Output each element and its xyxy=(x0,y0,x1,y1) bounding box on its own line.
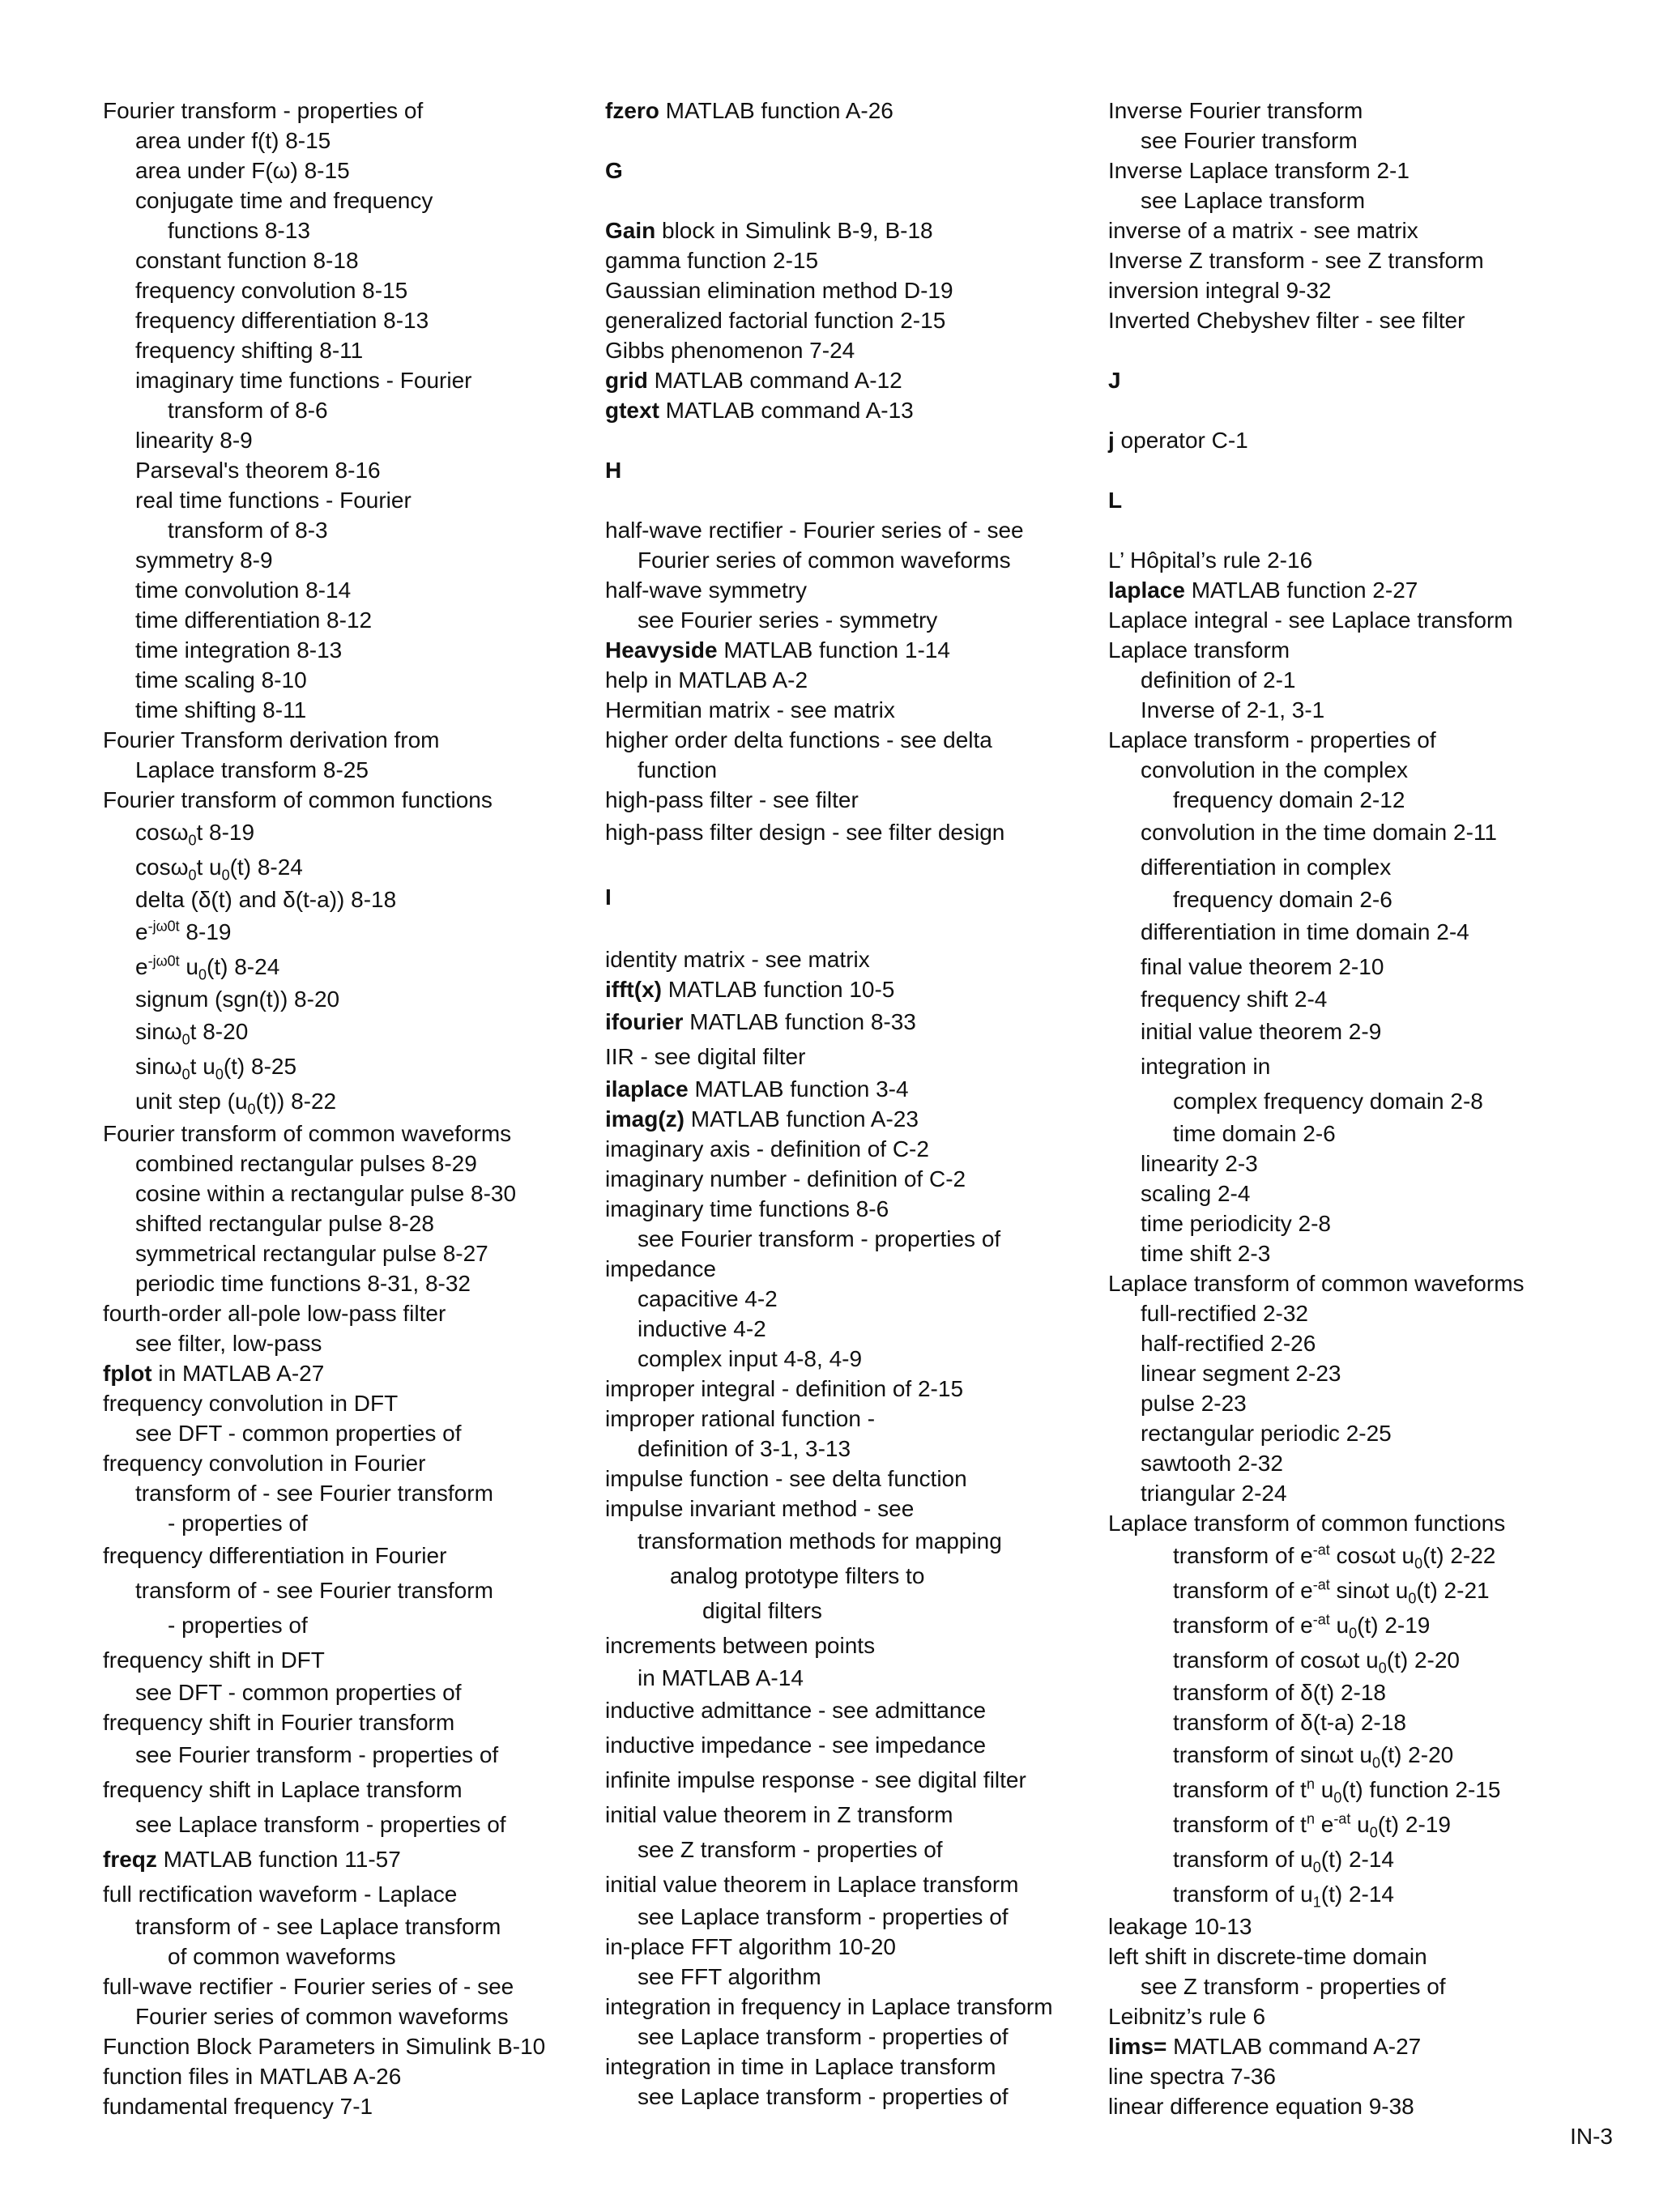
index-entry: Fourier transform of common waveforms xyxy=(103,1121,512,1146)
index-entry: inversion integral 9-32 xyxy=(1108,278,1332,303)
index-entry: see Z transform - properties of xyxy=(638,1837,943,1862)
index-entry: shifted rectangular pulse 8-28 xyxy=(135,1211,434,1236)
index-entry: fzero MATLAB function A-26 xyxy=(605,98,893,123)
index-entry: time scaling 8-10 xyxy=(135,667,307,693)
index-entry: time periodicity 2-8 xyxy=(1141,1211,1331,1236)
index-entry: ilaplace MATLAB function 3-4 xyxy=(605,1076,909,1102)
index-entry: linearity 2-3 xyxy=(1141,1151,1258,1176)
index-entry: impedance xyxy=(605,1256,716,1281)
index-entry: $e^{-j\omega 0t}$ 8-19 xyxy=(135,918,232,944)
index-entry: generalized factorial function 2-15 xyxy=(605,308,946,333)
index-entry: Function Block Parameters in Simulink B-10 xyxy=(103,2034,546,2059)
index-entry: Laplace transform of common functions xyxy=(1108,1511,1506,1536)
index-entry: rectangular periodic 2-25 xyxy=(1141,1421,1392,1446)
index-entry: inverse of a matrix - see matrix xyxy=(1108,218,1418,243)
index-entry: see Laplace transform - properties of xyxy=(638,1904,1009,1929)
index-entry: frequency domain 2-6 xyxy=(1173,887,1392,912)
index-entry: unit step $(u_0(t))$ 8-22 xyxy=(135,1089,337,1118)
index-entry: function xyxy=(638,757,718,782)
index-entry: of common waveforms xyxy=(168,1944,396,1969)
index-entry: time shifting 8-11 xyxy=(135,697,307,722)
index-entry: improper rational function - xyxy=(605,1406,876,1431)
index-entry: cosine within a rectangular pulse 8-30 xyxy=(135,1181,517,1206)
index-entry: initial value theorem 2-9 xyxy=(1141,1019,1382,1044)
index-entry: see FFT algorithm xyxy=(638,1964,821,1989)
index-entry: transform of δ(t) 2-18 xyxy=(1173,1680,1386,1705)
index-entry: Hermitian matrix - see matrix xyxy=(605,697,895,722)
index-entry: initial value theorem in Z transform xyxy=(605,1802,953,1827)
index-entry: transform of $e^{-at}$ cosωt $u_0(t)$ 2-22 xyxy=(1173,1541,1496,1572)
index-entry: frequency differentiation 8-13 xyxy=(135,308,429,333)
spacer xyxy=(1108,455,1610,485)
index-entry: transform of - see Fourier transform xyxy=(135,1578,493,1603)
index-entry: improper integral - definition of 2-15 xyxy=(605,1376,964,1401)
index-entry: Fourier Transform derivation from xyxy=(103,727,440,752)
index-entry: differentiation in complex xyxy=(1141,855,1392,880)
index-entry: signum (sgn(t)) 8-20 xyxy=(135,987,340,1012)
index-entry: Gaussian elimination method D-19 xyxy=(605,278,953,303)
index-entry: time domain 2-6 xyxy=(1173,1121,1336,1146)
index-entry: frequency domain 2-12 xyxy=(1173,787,1405,812)
index-entry: area under f(t) 8-15 xyxy=(135,128,331,153)
index-entry: convolution in the time domain 2-11 xyxy=(1141,820,1497,845)
index-entry: time convolution 8-14 xyxy=(135,578,352,603)
index-entry: frequency shift in Fourier transform xyxy=(103,1710,455,1735)
index-entry: linear segment 2-23 xyxy=(1141,1361,1341,1386)
index-entry: initial value theorem in Laplace transform xyxy=(605,1872,1019,1897)
index-entry: left shift in discrete-time domain xyxy=(1108,1944,1427,1969)
index-entry: half-wave symmetry xyxy=(605,578,807,603)
index-entry: Laplace transform xyxy=(1108,637,1290,663)
index-entry: Parseval's theorem 8-16 xyxy=(135,458,381,483)
index-entry: ifft(x) MATLAB function 10-5 xyxy=(605,977,895,1002)
index-entry: frequency shift in DFT xyxy=(103,1647,325,1673)
index-entry: Gain block in Simulink B-9, B-18 xyxy=(605,218,933,243)
index-entry: integration in xyxy=(1141,1054,1271,1079)
index-entry: see Fourier transform - properties of xyxy=(638,1226,1001,1251)
index-entry: linearity 8-9 xyxy=(135,428,253,453)
index-entry: symmetry 8-9 xyxy=(135,548,273,573)
index-entry: cosω$_0$t $u_0(t)$ 8-24 xyxy=(135,855,303,884)
spacer xyxy=(605,485,1107,515)
index-entry: help in MATLAB A-2 xyxy=(605,667,808,693)
index-entry: final value theorem 2-10 xyxy=(1141,954,1384,979)
index-entry: imaginary axis - definition of C-2 xyxy=(605,1136,929,1161)
section-letter: L xyxy=(1108,488,1123,513)
index-entry: differentiation in time domain 2-4 xyxy=(1141,919,1469,944)
index-entry: IIR - see digital filter xyxy=(605,1044,806,1069)
index-entry: see Laplace transform - properties of xyxy=(638,2024,1009,2049)
index-entry: fplot in MATLAB A-27 xyxy=(103,1361,325,1386)
index-entry: see Z transform - properties of xyxy=(1141,1974,1446,1999)
index-entry: impulse function - see delta function xyxy=(605,1466,967,1491)
index-entry: transform of $e^{-at}$ sinωt $u_0(t)$ 2-21 xyxy=(1173,1576,1490,1607)
index-entry: j operator C-1 xyxy=(1108,428,1248,453)
index-column-2 xyxy=(605,96,1107,2112)
index-entry: frequency convolution in Fourier xyxy=(103,1451,426,1476)
index-entry: Laplace integral - see Laplace transform xyxy=(1108,607,1513,633)
index-entry: time shift 2-3 xyxy=(1141,1241,1271,1266)
spacer xyxy=(1108,395,1610,425)
index-entry: see Laplace transform xyxy=(1141,188,1366,213)
index-entry: real time functions - Fourier xyxy=(135,488,412,513)
index-entry: frequency convolution 8-15 xyxy=(135,278,408,303)
index-entry: transform of 8-6 xyxy=(168,398,328,423)
index-entry: Laplace transform 8-25 xyxy=(135,757,369,782)
index-entry: conjugate time and frequency xyxy=(135,188,433,213)
index-entry: infinite impulse response - see digital filter xyxy=(605,1767,1026,1792)
index-entry: leakage 10-13 xyxy=(1108,1914,1252,1939)
index-entry: function files in MATLAB A-26 xyxy=(103,2064,402,2089)
index-entry: imaginary number - definition of C-2 xyxy=(605,1166,966,1191)
index-entry: transform of - see Laplace transform xyxy=(135,1914,501,1939)
index-entry: full-rectified 2-32 xyxy=(1141,1301,1308,1326)
index-entry: functions 8-13 xyxy=(168,218,310,243)
index-entry: Laplace transform - properties of xyxy=(1108,727,1436,752)
index-entry: frequency differentiation in Fourier xyxy=(103,1543,447,1568)
index-entry: periodic time functions 8-31, 8-32 xyxy=(135,1271,471,1296)
index-entry: cosω$_0$t 8-19 xyxy=(135,820,255,849)
section-letter: J xyxy=(1108,368,1121,393)
index-entry: see Laplace transform - properties of xyxy=(135,1812,506,1837)
index-entry: area under F(ω) 8-15 xyxy=(135,158,350,183)
index-entry: Inverse Z transform - see Z transform xyxy=(1108,248,1484,273)
index-entry: see Fourier transform xyxy=(1141,128,1358,153)
index-entry: Fourier series of common waveforms xyxy=(135,2004,509,2029)
spacer xyxy=(605,850,1107,880)
index-entry: capacitive 4-2 xyxy=(638,1286,778,1311)
index-entry: time differentiation 8-12 xyxy=(135,607,373,633)
index-entry: digital filters xyxy=(702,1598,822,1623)
index-entry: pulse 2-23 xyxy=(1141,1391,1247,1416)
index-entry: high-pass filter design - see filter design xyxy=(605,820,1005,845)
index-entry: sinω$_0$t $u_0(t)$ 8-25 xyxy=(135,1054,297,1083)
index-entry: constant function 8-18 xyxy=(135,248,359,273)
index-entry: delta (δ(t) and δ(t-a)) 8-18 xyxy=(135,887,397,912)
index-entry: Inverted Chebyshev filter - see filter xyxy=(1108,308,1465,333)
spacer xyxy=(1108,335,1610,365)
index-entry: combined rectangular pulses 8-29 xyxy=(135,1151,477,1176)
index-entry: imaginary time functions 8-6 xyxy=(605,1196,889,1221)
index-entry: half-rectified 2-26 xyxy=(1141,1331,1316,1356)
index-entry: transform of - see Fourier transform xyxy=(135,1481,493,1506)
index-entry: in MATLAB A-14 xyxy=(638,1665,804,1690)
index-entry: fundamental frequency 7-1 xyxy=(103,2094,373,2119)
page-number: IN-3 xyxy=(1570,2124,1613,2149)
index-entry: inductive impedance - see impedance xyxy=(605,1733,987,1758)
index-entry: in-place FFT algorithm 10-20 xyxy=(605,1934,896,1959)
index-entry: integration in time in Laplace transform xyxy=(605,2054,996,2079)
index-entry: half-wave rectifier - Fourier series of - see xyxy=(605,518,1024,543)
index-entry: see DFT - common properties of xyxy=(135,1421,462,1446)
index-entry: see Fourier series - symmetry xyxy=(638,607,938,633)
index-entry: see Laplace transform - properties of xyxy=(638,2084,1009,2109)
index-entry: transform of $t^n$ $u_0(t)$ function 2-15 xyxy=(1173,1775,1501,1806)
index-entry: transform of $u_1(t)$ 2-14 xyxy=(1173,1882,1394,1911)
index-entry: frequency convolution in DFT xyxy=(103,1391,399,1416)
index-entry: imaginary time functions - Fourier xyxy=(135,368,472,393)
index-entry: Laplace transform of common waveforms xyxy=(1108,1271,1525,1296)
index-entry: transform of $t^n$ $e^{-at}$ $u_0(t)$ 2-19 xyxy=(1173,1810,1451,1841)
index-entry: Inverse Laplace transform 2-1 xyxy=(1108,158,1410,183)
index-entry: full-wave rectifier - Fourier series of - see xyxy=(103,1974,514,1999)
index-entry: transform of $e^{-at}$ $u_0(t)$ 2-19 xyxy=(1173,1611,1431,1642)
spacer xyxy=(1108,515,1610,545)
index-entry: lims= MATLAB command A-27 xyxy=(1108,2034,1422,2059)
index-entry: $e^{-j\omega 0t}$ $u_0(t)$ 8-24 xyxy=(135,953,280,983)
index-entry: see Fourier transform - properties of xyxy=(135,1742,499,1767)
index-entry: high-pass filter - see filter xyxy=(605,787,859,812)
index-entry: increments between points xyxy=(605,1633,876,1658)
index-entry: inductive admittance - see admittance xyxy=(605,1698,987,1723)
index-entry: integration in frequency in Laplace transform xyxy=(605,1994,1053,2019)
index-entry: convolution in the complex xyxy=(1141,757,1408,782)
index-entry: linear difference equation 9-38 xyxy=(1108,2094,1414,2119)
index-entry: time integration 8-13 xyxy=(135,637,343,663)
index-entry: triangular 2-24 xyxy=(1141,1481,1287,1506)
index-entry: - properties of xyxy=(168,1613,308,1638)
index-entry: inductive 4-2 xyxy=(638,1316,766,1341)
index-entry: scaling 2-4 xyxy=(1141,1181,1251,1206)
index-entry: grid MATLAB command A-12 xyxy=(605,368,902,393)
index-entry: symmetrical rectangular pulse 8-27 xyxy=(135,1241,488,1266)
index-entry: fourth-order all-pole low-pass filter xyxy=(103,1301,446,1326)
index-entry: gamma function 2-15 xyxy=(605,248,819,273)
index-entry: see DFT - common properties of xyxy=(135,1680,462,1705)
spacer xyxy=(605,914,1107,944)
index-entry: frequency shift in Laplace transform xyxy=(103,1777,463,1802)
index-entry: transform of δ(t-a) 2-18 xyxy=(1173,1710,1406,1735)
index-entry: gtext MATLAB command A-13 xyxy=(605,398,914,423)
index-entry: higher order delta functions - see delta xyxy=(605,727,992,752)
index-column-3 xyxy=(1108,96,1610,2121)
index-entry: sinω$_0$t 8-20 xyxy=(135,1019,249,1048)
index-entry: ifourier MATLAB function 8-33 xyxy=(605,1009,916,1034)
index-entry: Fourier transform of common functions xyxy=(103,787,493,812)
index-entry: transformation methods for mapping xyxy=(638,1528,1002,1554)
index-entry: definition of 2-1 xyxy=(1141,667,1296,693)
index-entry: identity matrix - see matrix xyxy=(605,947,870,972)
index-entry: Gibbs phenomenon 7-24 xyxy=(605,338,855,363)
index-entry: frequency shifting 8-11 xyxy=(135,338,364,363)
index-entry: - properties of xyxy=(168,1511,308,1536)
index-entry: sawtooth 2-32 xyxy=(1141,1451,1283,1476)
index-entry: line spectra 7-36 xyxy=(1108,2064,1277,2089)
index-entry: Leibnitz’s rule 6 xyxy=(1108,2004,1266,2029)
spacer xyxy=(605,425,1107,455)
index-entry: L’ Hôpital’s rule 2-16 xyxy=(1108,548,1313,573)
index-entry: Inverse Fourier transform xyxy=(1108,98,1363,123)
index-entry: complex input 4-8, 4-9 xyxy=(638,1346,863,1371)
index-entry: Fourier transform - properties of xyxy=(103,98,424,123)
section-letter: G xyxy=(605,158,623,183)
index-entry: Heavyside MATLAB function 1-14 xyxy=(605,637,950,663)
index-entry: transform of 8-3 xyxy=(168,518,328,543)
index-column-1 xyxy=(103,96,605,2121)
spacer xyxy=(605,126,1107,156)
spacer xyxy=(605,185,1107,215)
index-entry: frequency shift 2-4 xyxy=(1141,987,1328,1012)
index-entry: laplace MATLAB function 2-27 xyxy=(1108,578,1418,603)
index-entry: see filter, low-pass xyxy=(135,1331,322,1356)
index-entry: definition of 3-1, 3-13 xyxy=(638,1436,851,1461)
index-entry: transform of cosωt $u_0(t)$ 2-20 xyxy=(1173,1647,1460,1677)
section-letter: I xyxy=(605,884,612,910)
index-entry: analog prototype filters to xyxy=(670,1563,925,1588)
index-entry: transform of sinωt $u_0(t)$ 2-20 xyxy=(1173,1742,1454,1771)
index-entry: impulse invariant method - see xyxy=(605,1496,915,1521)
section-letter: H xyxy=(605,458,622,483)
index-entry: full rectification waveform - Laplace xyxy=(103,1882,458,1907)
index-entry: imag(z) MATLAB function A-23 xyxy=(605,1106,919,1132)
index-entry: transform of $u_0(t)$ 2-14 xyxy=(1173,1847,1394,1876)
index-entry: Fourier series of common waveforms xyxy=(638,548,1011,573)
index-entry: complex frequency domain 2-8 xyxy=(1173,1089,1483,1114)
index-entry: Inverse of 2-1, 3-1 xyxy=(1141,697,1325,722)
index-entry: freqz MATLAB function 11-57 xyxy=(103,1847,401,1872)
